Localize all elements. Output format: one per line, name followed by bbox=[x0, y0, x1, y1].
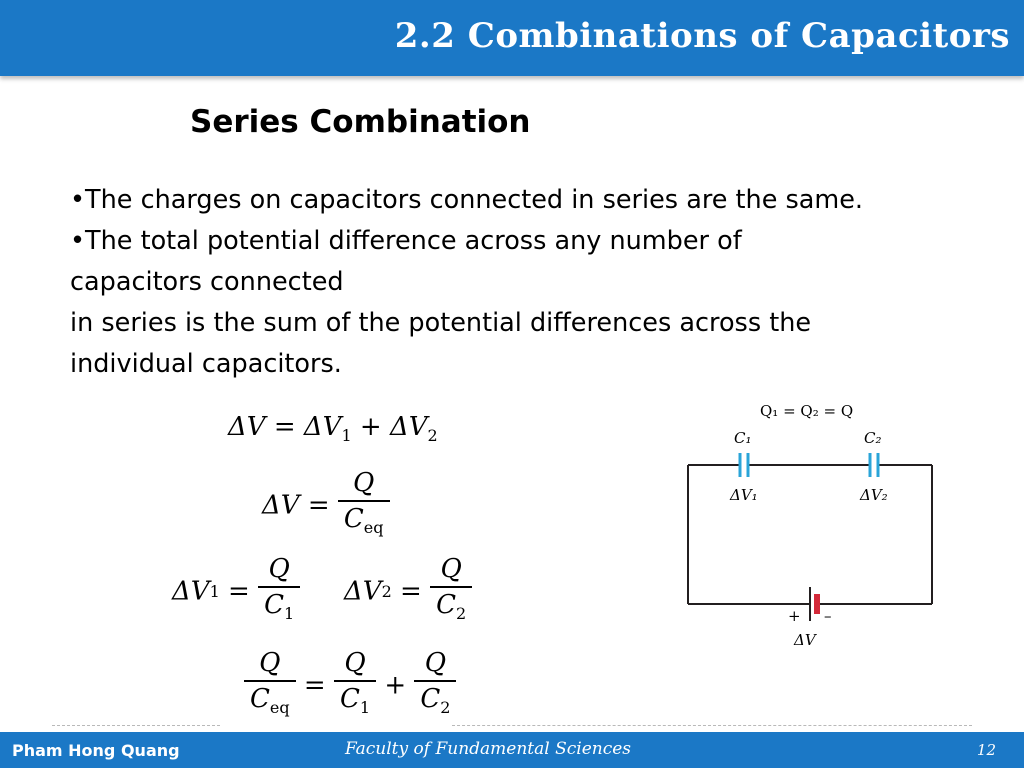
capacitor-c1 bbox=[740, 453, 748, 477]
eq-term: ΔV bbox=[303, 412, 342, 442]
eq-numerator: Q bbox=[258, 552, 300, 588]
eq-term: ΔV bbox=[172, 576, 210, 607]
eq-numerator: Q bbox=[334, 646, 376, 682]
dv2-label: ΔV₂ bbox=[860, 486, 888, 504]
bullet-line: •The total potential difference across any number of bbox=[70, 226, 742, 256]
eq-subscript: eq bbox=[269, 698, 290, 718]
eq-operator: = bbox=[400, 576, 422, 607]
eq-operator: + bbox=[359, 412, 382, 442]
eq-subscript: eq bbox=[363, 518, 384, 538]
dv1-label: ΔV₁ bbox=[730, 486, 758, 504]
eq-numerator: Q bbox=[414, 646, 456, 682]
footer-author: Pham Hong Quang bbox=[12, 741, 180, 760]
eq-fraction bbox=[334, 646, 376, 725]
eq-denominator bbox=[338, 502, 390, 545]
eq-operator: + bbox=[384, 670, 407, 701]
equation-total-voltage bbox=[228, 412, 438, 445]
charge-equality-label: Q₁ = Q₂ = Q bbox=[760, 402, 854, 420]
eq-numerator: Q bbox=[244, 646, 296, 682]
bullet-line: individual capacitors. bbox=[70, 349, 342, 379]
eq-subscript: 1 bbox=[341, 426, 352, 446]
eq-den-symbol: C bbox=[339, 684, 360, 714]
title-bar bbox=[0, 0, 1024, 76]
bullet-line: capacitors connected bbox=[70, 267, 344, 297]
footer-divider-left bbox=[52, 725, 220, 726]
eq-den-symbol: C bbox=[420, 684, 441, 714]
eq-den-symbol: C bbox=[264, 590, 284, 620]
eq-denominator bbox=[430, 588, 472, 631]
battery-minus-label: – bbox=[824, 607, 832, 625]
equation-voltage-2 bbox=[344, 552, 472, 631]
footer-faculty: Faculty of Fundamental Sciences bbox=[345, 739, 632, 759]
series-circuit-diagram bbox=[670, 395, 960, 655]
eq-numerator: Q bbox=[430, 552, 472, 588]
eq-fraction bbox=[414, 646, 456, 725]
footer-bar bbox=[0, 732, 1024, 768]
equation-voltage-ceq bbox=[262, 466, 390, 545]
eq-operator: = bbox=[228, 576, 250, 607]
c1-label: C₁ bbox=[734, 429, 752, 447]
eq-term: ΔV bbox=[389, 412, 428, 442]
footer-divider-right bbox=[452, 725, 972, 726]
eq-denominator bbox=[334, 682, 376, 725]
eq-subscript: 2 bbox=[381, 582, 392, 602]
c2-label: C₂ bbox=[864, 429, 882, 447]
eq-operator: = bbox=[303, 670, 326, 701]
circuit-wires bbox=[688, 465, 932, 604]
eq-term: ΔV bbox=[344, 576, 382, 607]
eq-fraction bbox=[258, 552, 300, 631]
eq-denominator bbox=[244, 682, 296, 725]
bullet-list bbox=[70, 180, 970, 385]
eq-subscript: 1 bbox=[283, 604, 295, 624]
eq-subscript: 1 bbox=[359, 698, 371, 718]
eq-den-symbol: C bbox=[343, 504, 364, 534]
eq-term: ΔV bbox=[228, 412, 266, 442]
eq-term: ΔV bbox=[262, 490, 300, 521]
eq-operator: = bbox=[307, 490, 330, 521]
equation-voltage-1 bbox=[172, 552, 300, 631]
eq-denominator bbox=[258, 588, 300, 631]
equation-series-rule bbox=[244, 646, 456, 725]
battery bbox=[810, 587, 820, 621]
eq-fraction bbox=[244, 646, 296, 725]
slide-title: 2.2 Combinations of Capacitors bbox=[394, 16, 1010, 56]
page-number: 12 bbox=[976, 741, 996, 759]
eq-operator: = bbox=[273, 412, 296, 442]
eq-subscript: 2 bbox=[440, 698, 451, 718]
bullet-line: in series is the sum of the potential differences across the bbox=[70, 308, 812, 338]
eq-den-symbol: C bbox=[250, 684, 270, 714]
eq-numerator: Q bbox=[338, 466, 390, 502]
eq-subscript: 1 bbox=[209, 582, 220, 602]
eq-subscript: 2 bbox=[455, 604, 467, 624]
dv-label: ΔV bbox=[794, 631, 816, 649]
capacitor-c2 bbox=[870, 453, 878, 477]
section-heading: Series Combination bbox=[190, 104, 531, 140]
bullet-line: •The charges on capacitors connected in series are the same. bbox=[70, 185, 864, 215]
eq-fraction bbox=[430, 552, 472, 631]
eq-subscript: 2 bbox=[427, 426, 438, 446]
eq-fraction bbox=[338, 466, 390, 545]
eq-denominator bbox=[414, 682, 456, 725]
battery-plus-label: + bbox=[788, 607, 801, 625]
eq-den-symbol: C bbox=[436, 590, 456, 620]
